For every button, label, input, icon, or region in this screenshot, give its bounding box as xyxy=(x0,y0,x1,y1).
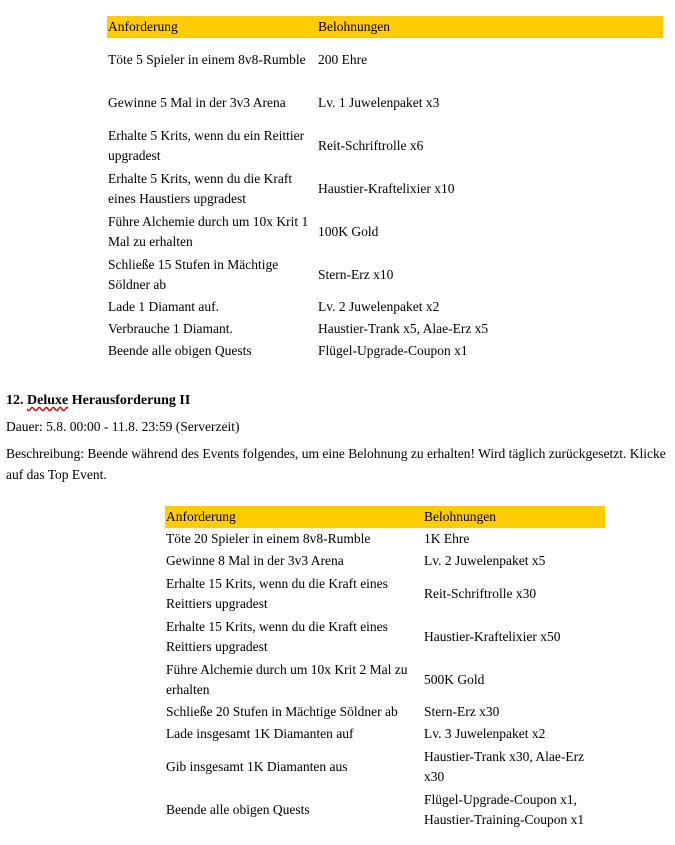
header-rewards: Belohnungen xyxy=(423,506,605,528)
reward-cell: Lv. 2 Juwelenpaket x2 xyxy=(318,299,440,314)
reward-cell: Flügel-Upgrade-Coupon x1, Haustier-Training-Coupon x1 xyxy=(424,791,585,827)
reward-cell: 500K Gold xyxy=(424,671,485,687)
header-requirement: Anforderung xyxy=(107,16,317,38)
table-header-row xyxy=(107,16,663,38)
table-row xyxy=(107,296,663,318)
requirement-cell: Schließe 15 Stufen in Mächtige Söldner ab xyxy=(108,256,279,292)
table-row xyxy=(165,658,605,701)
requirement-cell: Lade insgesamt 1K Diamanten auf xyxy=(166,726,354,741)
table-header-row xyxy=(165,506,605,528)
reward-cell: Reit-Schriftrolle x30 xyxy=(424,585,537,601)
reward-cell: Haustier-Trank x30, Alae-Erz x30 xyxy=(424,748,585,784)
requirement-cell: Führe Alchemie durch um 10x Krit 2 Mal zu erhalten xyxy=(166,661,408,697)
table-row xyxy=(107,167,663,210)
requirement-cell: Verbrauche 1 Diamant. xyxy=(108,321,233,336)
table-row xyxy=(107,253,663,296)
reward-cell: 100K Gold xyxy=(318,223,379,239)
requirement-cell: Schließe 20 Stufen in Mächtige Söldner ab xyxy=(166,704,398,719)
table-row xyxy=(107,210,663,253)
section-heading xyxy=(6,393,190,409)
table-row xyxy=(165,572,605,615)
section-title-word: Deluxe xyxy=(27,393,69,408)
reward-cell: Haustier-Kraftelixier x50 xyxy=(424,628,561,644)
table-row xyxy=(165,701,605,723)
requirement-cell: Töte 5 Spieler in einem 8v8-Rumble xyxy=(108,51,306,67)
table-row xyxy=(107,318,663,340)
reward-cell: 200 Ehre xyxy=(318,51,368,67)
table-row xyxy=(165,550,605,572)
reward-cell: 1K Ehre xyxy=(424,531,470,546)
table-row xyxy=(165,723,605,745)
requirement-cell: Erhalte 5 Krits, wenn du die Kraft eines Haustiers upgradest xyxy=(108,170,293,206)
reward-cell: Lv. 3 Juwelenpaket x2 xyxy=(424,726,546,741)
reward-cell: Lv. 1 Juwelenpaket x3 xyxy=(318,94,440,110)
requirement-cell: Gewinne 8 Mal in der 3v3 Arena xyxy=(166,553,344,568)
table-row xyxy=(165,745,605,788)
table-row xyxy=(107,340,663,362)
requirement-cell: Erhalte 15 Krits, wenn du die Kraft eines Reittiers upgradest xyxy=(166,618,388,654)
requirement-cell: Erhalte 5 Krits, wenn du ein Reittier upgradest xyxy=(108,127,305,163)
reward-cell: Stern-Erz x10 xyxy=(318,266,394,282)
reward-cell: Reit-Schriftrolle x6 xyxy=(318,137,424,153)
reward-cell: Lv. 2 Juwelenpaket x5 xyxy=(424,553,546,568)
reward-cell: Stern-Erz x30 xyxy=(424,704,500,719)
requirement-cell: Beende alle obigen Quests xyxy=(108,343,252,358)
reward-cell: Haustier-Trank x5, Alae-Erz x5 xyxy=(318,321,489,336)
requirement-cell: Erhalte 15 Krits, wenn du die Kraft eines Reittiers upgradest xyxy=(166,575,388,611)
requirement-cell: Töte 20 Spieler in einem 8v8-Rumble xyxy=(166,531,371,546)
requirement-cell: Lade 1 Diamant auf. xyxy=(108,299,219,314)
section-number: 12. xyxy=(6,393,24,408)
header-requirement: Anforderung xyxy=(165,506,423,528)
header-rewards: Belohnungen xyxy=(317,16,663,38)
table-row xyxy=(165,528,605,550)
requirement-cell: Gib insgesamt 1K Diamanten aus xyxy=(166,758,348,774)
requirement-cell: Beende alle obigen Quests xyxy=(166,801,310,817)
section-title-rest: Herausforderung II xyxy=(71,393,191,408)
reward-cell: Flügel-Upgrade-Coupon x1 xyxy=(318,343,468,358)
rewards-table-2 xyxy=(165,506,605,831)
table-row xyxy=(165,788,605,831)
requirement-cell: Gewinne 5 Mal in der 3v3 Arena xyxy=(108,94,286,110)
description-text: Beschreibung: Beende während des Events folgendes, um eine Belohnung zu erhalten! Wird täglich zurückgesetzt. Klicke auf das Top Event. xyxy=(6,446,666,482)
rewards-table-1 xyxy=(107,16,663,362)
table-row xyxy=(165,615,605,658)
requirement-cell: Führe Alchemie durch um 10x Krit 1 Mal zu erhalten xyxy=(108,213,309,249)
duration-text: Dauer: 5.8. 00:00 - 11.8. 23:59 (Serverzeit) xyxy=(6,419,240,434)
reward-cell: Haustier-Kraftelixier x10 xyxy=(318,180,455,196)
table-row xyxy=(107,81,663,124)
table-row xyxy=(107,38,663,81)
table-row xyxy=(107,124,663,167)
